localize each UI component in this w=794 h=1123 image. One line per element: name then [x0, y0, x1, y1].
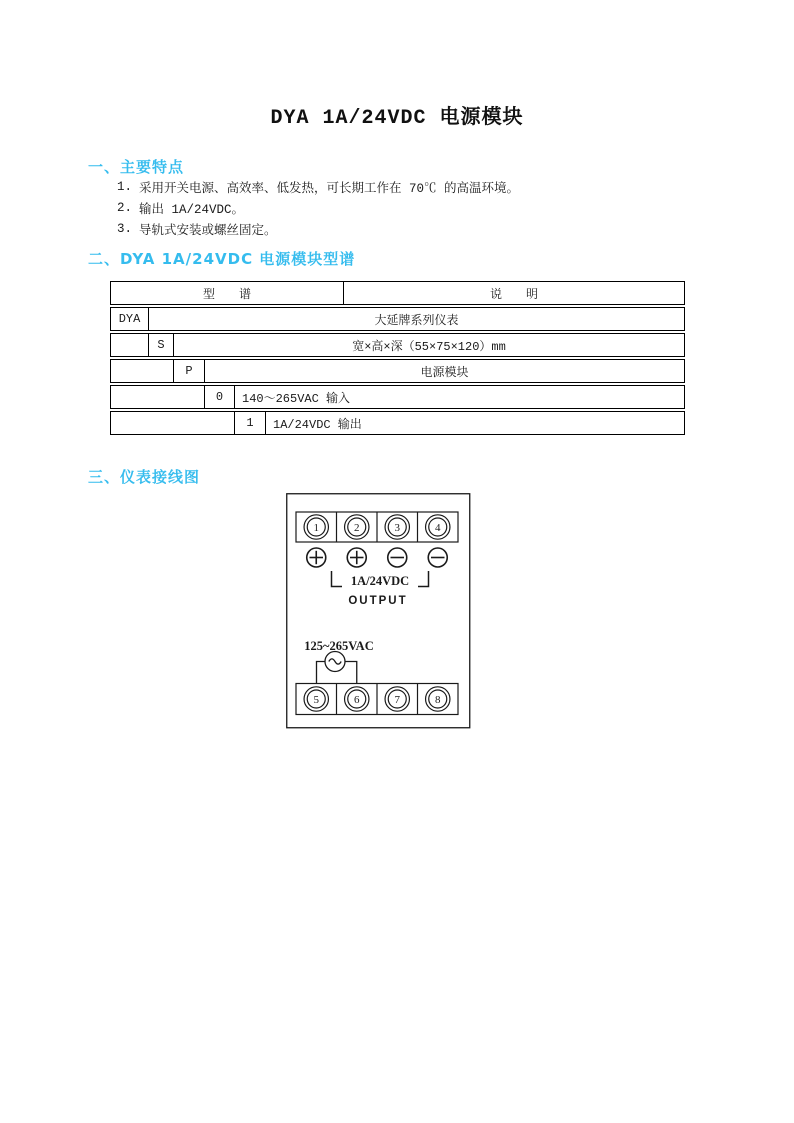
- model-desc-cell: 1A/24VDC 输出: [273, 417, 362, 432]
- model-desc-cell: 140～265VAC 输入: [242, 391, 351, 406]
- left-bracket-mark: [332, 571, 343, 587]
- wiring-diagram: [286, 493, 471, 729]
- plus-terminal-icon: [307, 548, 326, 567]
- terminal-number: 5: [313, 694, 319, 706]
- sine-wave-icon: [329, 659, 341, 664]
- minus-terminal-icon: [428, 548, 447, 567]
- column-header-model: 型 谱: [111, 282, 344, 304]
- terminal-number: 1: [313, 522, 319, 534]
- stair-spacer-cell: [111, 334, 149, 356]
- model-code-cell: 0: [205, 386, 235, 408]
- table-row: [110, 359, 685, 383]
- model-code-cell: DYA: [111, 308, 149, 330]
- list-item-text: 输出 1A/24VDC。: [139, 202, 245, 217]
- table-row: [110, 385, 685, 409]
- output-voltage-label: 1A/24VDC: [350, 574, 410, 588]
- table-header-row: [110, 281, 685, 305]
- terminal-number: 3: [394, 522, 400, 534]
- terminal-number: 6: [354, 694, 360, 706]
- model-code-cell: 1: [235, 412, 266, 434]
- model-desc-cell: 宽×高×深（55×75×120）mm: [352, 339, 506, 354]
- feature-list: [117, 176, 519, 239]
- list-item: [117, 176, 519, 197]
- right-bracket-mark: [418, 571, 429, 587]
- terminal-number: 8: [435, 694, 441, 706]
- column-header-description: 说 明: [489, 287, 538, 302]
- model-code-cell: P: [174, 360, 205, 382]
- list-item-text: 采用开关电源、高效率、低发热，可长期工作在 70℃ 的高温环境。: [139, 181, 520, 196]
- terminal-number: 7: [394, 694, 400, 706]
- table-row: [110, 411, 685, 435]
- model-desc-cell: 电源模块: [420, 365, 469, 380]
- page-title: DYA 1A/24VDC 电源模块: [270, 107, 524, 130]
- table-row: [110, 307, 685, 331]
- terminal-number: 4: [435, 522, 441, 534]
- stair-spacer-cell: [111, 360, 174, 382]
- list-item-text: 导轨式安装或螺丝固定。: [139, 223, 277, 238]
- list-item: [117, 197, 519, 218]
- section-heading-spectrum: 二、DYA 1A/24VDC 电源模块型谱: [88, 250, 356, 268]
- wire-to-terminal-5: [317, 662, 326, 684]
- input-voltage-label: 125~265VAC: [304, 639, 374, 653]
- stair-spacer-cell: [111, 386, 205, 408]
- list-item-number: 2.: [117, 200, 133, 215]
- list-item: [117, 218, 519, 239]
- plus-terminal-icon: [347, 548, 366, 567]
- model-spectrum-table: [110, 281, 685, 435]
- terminal-number: 2: [354, 522, 360, 534]
- model-desc-cell: 大延牌系列仪表: [374, 313, 459, 328]
- output-word-label: OUTPUT: [348, 595, 408, 607]
- wire-to-terminal-6: [345, 662, 357, 684]
- model-code-cell: S: [149, 334, 174, 356]
- minus-terminal-icon: [388, 548, 407, 567]
- section-heading-wiring: 三、仪表接线图: [88, 468, 201, 486]
- list-item-number: 1.: [117, 179, 133, 194]
- section-heading-features: 一、主要特点: [88, 158, 185, 176]
- list-item-number: 3.: [117, 221, 133, 236]
- stair-spacer-cell: [111, 412, 235, 434]
- table-row: [110, 333, 685, 357]
